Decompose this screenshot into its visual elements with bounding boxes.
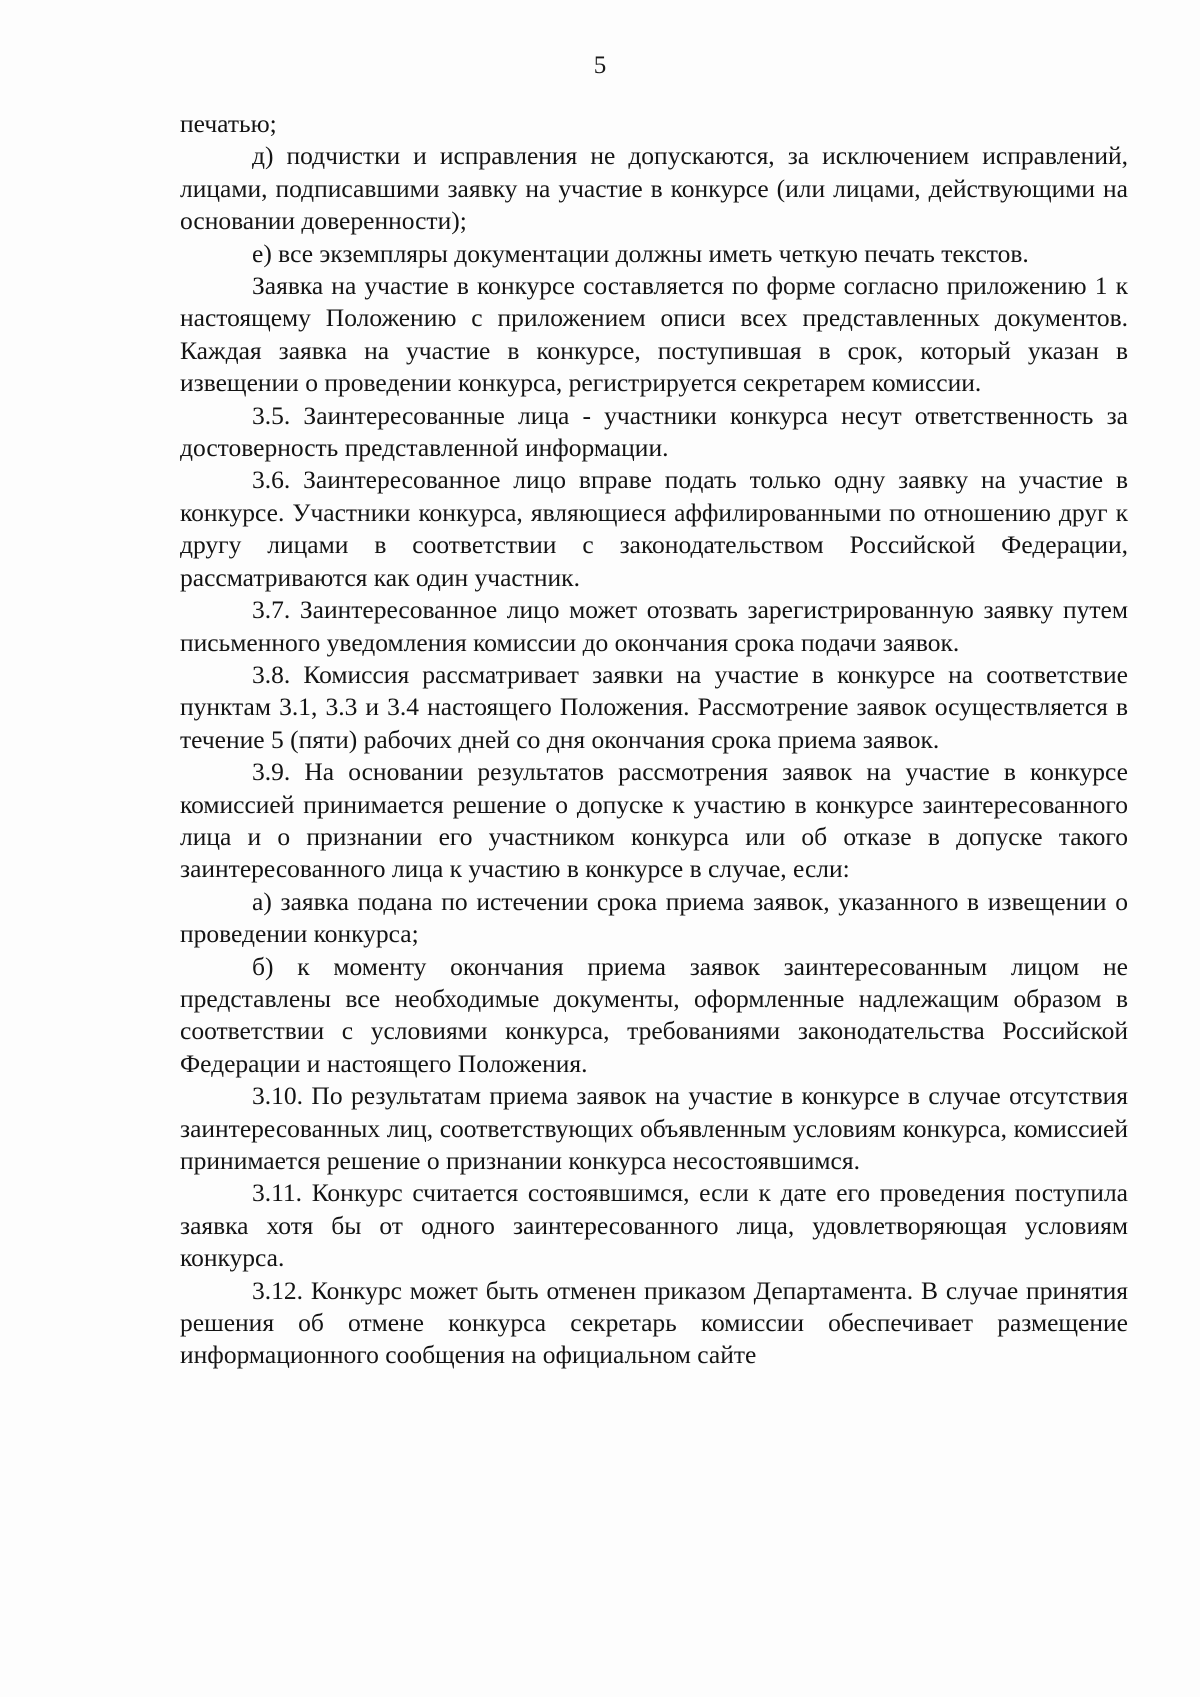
- paragraph-3-5: 3.5. Заинтересованные лица - участники конкурса несут ответственность за достоверность представленной информации.: [180, 400, 1128, 463]
- paragraph-3-10: 3.10. По результатам приема заявок на участие в конкурсе в случае отсутствия заинтересованных лиц, соответствующих объявленным условиям конкурса, комиссией принимается решение о признании конкурса несостоявшимся.: [180, 1081, 1128, 1175]
- paragraph-3-7: 3.7. Заинтересованное лицо может отозвать зарегистрированную заявку путем письменного уведомления комиссии до окончания срока подачи заявок.: [180, 595, 1128, 657]
- paragraph-application-form: Заявка на участие в конкурсе составляется по форме согласно приложению 1 к настоящему Положению с приложением описи всех представленных документов. Каждая заявка на участие в конкурсе, поступившая в срок, который указан в извещении о проведении конкурса, регистрируется секретарем комиссии.: [180, 271, 1128, 398]
- paragraph-item-b: б) к моменту окончания приема заявок заинтересованным лицом не представлены все необходимые документы, оформленные надлежащим образом в соответствии с условиями конкурса, требованиями законодательства Российской Федерации и настоящего Положения.: [180, 951, 1128, 1078]
- paragraph-item-a: а) заявка подана по истечении срока приема заявок, указанного в извещении о проведении конкурса;: [180, 886, 1128, 949]
- paragraph-3-9: 3.9. На основании результатов рассмотрения заявок на участие в конкурсе комиссией принимается решение о допуске к участию в конкурсе заинтересованного лица и о признании его участником конкурса или об отказе в допуске такого заинтересованного лица к участию в конкурсе в случае, если:: [180, 757, 1128, 884]
- paragraph-item-d: д) подчистки и исправления не допускаются, за исключением исправлений, лицами, подписавшими заявку на участие в конкурсе (или лицами, действующими на основании доверенности);: [180, 141, 1128, 236]
- paragraph-item-e: е) все экземпляры документации должны иметь четкую печать текстов.: [252, 238, 1029, 268]
- page-number: 5: [593, 52, 607, 79]
- paragraph-continuation: печатью;: [180, 109, 277, 138]
- document-body: [180, 108, 1128, 1372]
- paragraph-3-6: 3.6. Заинтересованное лицо вправе подать только одну заявку на участие в конкурсе. Участники конкурса, являющиеся аффилированными по отношению друг к другу лицами в соответствии с законодательством Российской Федерации, рассматриваются как один участник.: [180, 465, 1128, 592]
- paragraph-3-11: 3.11. Конкурс считается состоявшимся, если к дате его проведения поступила заявка хотя бы от одного заинтересованного лица, удовлетворяющая условиям конкурса.: [180, 1178, 1128, 1273]
- paragraph-3-8: 3.8. Комиссия рассматривает заявки на участие в конкурсе на соответствие пунктам 3.1, 3.3 и 3.4 настоящего Положения. Рассмотрение заявок осуществляется в течение 5 (пяти) рабочих дней со дня окончания срока приема заявок.: [180, 659, 1128, 754]
- paragraph-3-12: 3.12. Конкурс может быть отменен приказом Департамента. В случае принятия решения об отмене конкурса секретарь комиссии обеспечивает размещение информационного сообщения на официальном сайте: [180, 1275, 1128, 1370]
